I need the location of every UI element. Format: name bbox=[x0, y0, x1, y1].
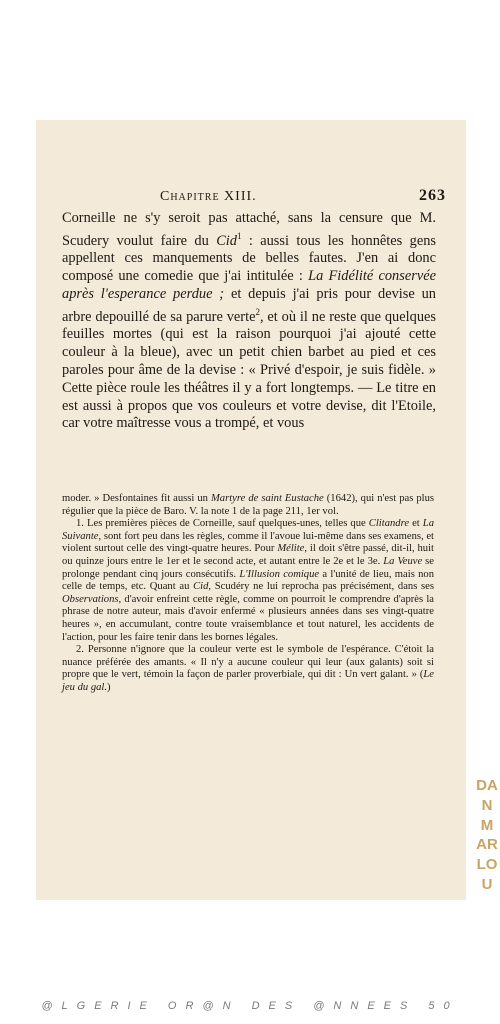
note-italic: Observations bbox=[62, 593, 119, 605]
note-italic: Le jeu du gal. bbox=[62, 669, 434, 693]
footnotes bbox=[62, 493, 434, 695]
footnote-carryover bbox=[62, 493, 434, 518]
note-italic: La Suivante bbox=[62, 518, 434, 542]
cid-title: Cid bbox=[216, 232, 237, 249]
book-page bbox=[36, 120, 466, 900]
main-text bbox=[62, 210, 436, 433]
note-text: (1642), qui n'est pas plus régulier que la pièce de Baro. V. la note 1 de la page 211, 1er vol. bbox=[62, 493, 434, 517]
note-text: Les premières pièces de Corneille, sauf quelques-unes, telles que bbox=[83, 518, 369, 530]
footnote-number: 1. bbox=[76, 518, 84, 530]
note-italic: Cid bbox=[193, 581, 209, 593]
note-text: , d'avoir enfreint cette règle, comme on pourroit le comprendre d'après la phrase de notre auteur, mais d'avoir enfermé « plusieurs années dans ses vingt-quatre heures », en accumulant, contre toute vraisemblance et tout naturel, les accidents de l'action, pour les faire tenir dans les bornes légales. bbox=[62, 593, 434, 643]
note-italic: La Veuve bbox=[383, 555, 423, 567]
note-italic: Clitandre bbox=[368, 518, 410, 530]
page-number: 263 bbox=[419, 187, 446, 204]
footnote-ref-1: 1 bbox=[236, 230, 242, 241]
note-text: ) bbox=[107, 681, 111, 693]
note-italic: L'Illusion comique bbox=[239, 568, 320, 580]
note-text: , Scudéry ne lui reprocha pas précisément, dans ses bbox=[208, 581, 434, 593]
note-text: se prolonge pendant cinq jours consécutifs. bbox=[62, 555, 434, 580]
note-text: moder. » Desfontaines fit aussi un bbox=[62, 493, 211, 504]
note-text: et bbox=[409, 518, 423, 530]
play-title: La Fidélité conservée après l'esperance perdue ; bbox=[62, 268, 436, 302]
vertical-watermark: DANMARLOU bbox=[476, 777, 498, 893]
main-text-part-4: , et où il ne reste que quelques feuilles mortes (qui est la raison pourquoi j'ai ajouté cette couleur à la bleue), avec un petit chien barbet au pied et ces paroles pour âme de la devise : « Privé d'espoir, je suis fidèle. » Cette pièce roule les théâtres il y a fort longtemps. — Le titre en est aussi à propos que vos couleurs et votre devise, dit l'Etoile, car votre maîtresse vous a trompé, et vous bbox=[62, 308, 436, 432]
running-head bbox=[160, 187, 446, 209]
footnote-1 bbox=[62, 518, 434, 644]
main-text-part-2: : aussi tous les honnêtes gens appellent ces manquements de belles fautes. J'en ai donc composé une comedie que j'ai intitulée : bbox=[62, 232, 437, 285]
main-text-part-3: et depuis j'ai pris pour devise un arbre depouillé de sa parure verte bbox=[62, 285, 436, 325]
note-italic: Mélite bbox=[277, 543, 305, 555]
footnote-number: 2. bbox=[76, 644, 84, 656]
chapter-heading: Chapitre XIII. bbox=[160, 189, 257, 204]
bottom-watermark: @LGERIE OR@N DES @NNEES 50 bbox=[41, 1000, 459, 1012]
main-paragraph bbox=[62, 210, 436, 433]
footnote-ref-2: 2 bbox=[255, 306, 260, 317]
footnote-2 bbox=[62, 644, 434, 694]
main-text-part-1: Corneille ne s'y seroit pas attaché, sans la censure que M. Scudery voulut faire du bbox=[62, 210, 436, 249]
note-text: a l'unité de lieu, mais non celle de temps, etc. Quant au bbox=[62, 568, 434, 593]
note-text: , il doit s'être passé, dit-il, huit ou quinze jours entre le 1er et le second acte, et autant entre le 2e et le 3e. bbox=[62, 543, 434, 567]
note-italic: Martyre de saint Eustache bbox=[210, 493, 324, 504]
note-text: , sont fort peu dans les règles, comme il l'avoue lui-même dans ses examens, et violent surtout celle des vingt-quatre heures. Pour bbox=[62, 530, 434, 555]
note-text: Personne n'ignore que la couleur verte est le symbole de l'espérance. C'étoit la nuance préférée des amants. « Il n'y a aucune couleur qui leur (aux galants) soit si propre que le vert, témoin la façon de parler proverbiale, qui dit : Un vert galant. » ( bbox=[62, 644, 434, 681]
